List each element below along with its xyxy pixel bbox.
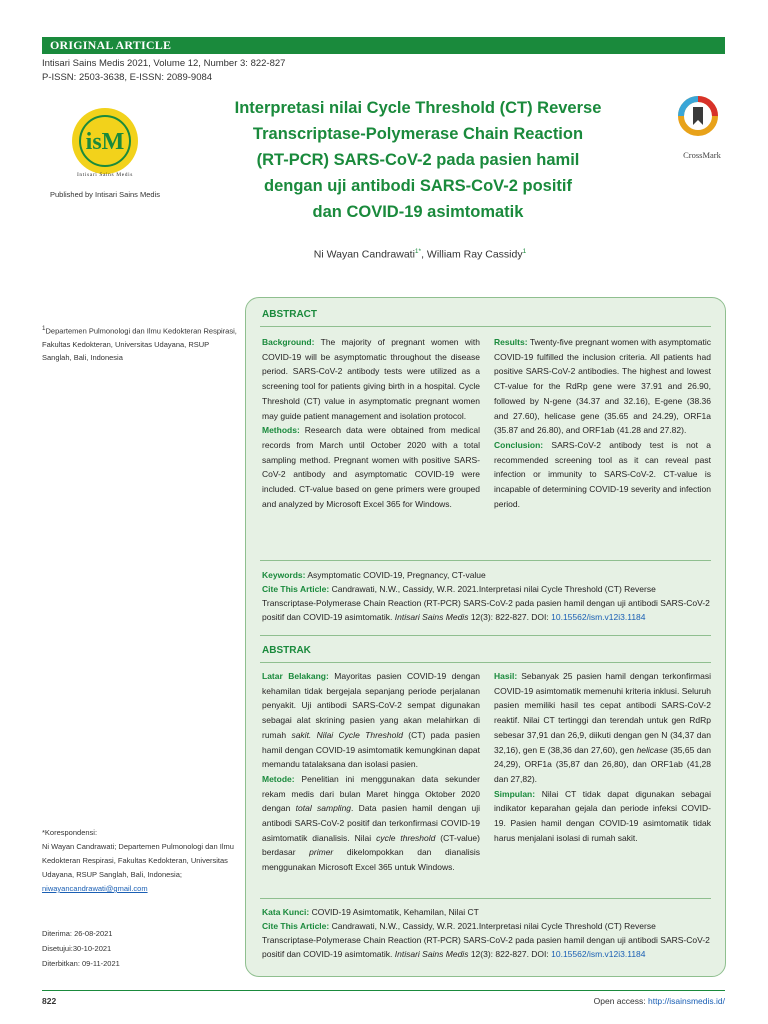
title-line: dan COVID-19 asimtomatik <box>312 203 524 221</box>
abstract-keywords-block <box>262 568 711 624</box>
cite-text: Candrawati, N.W., Cassidy, W.R. 2021.Interpretasi nilai Cycle Threshold (CT) Reverse Transcriptase-Polymerase Chain Reaction (RT-PCR) SARS-CoV-2 pada pasien hamil dengan uji antibodi SARS-CoV-2 positif dan COVID-19 asimtomatik. <box>262 584 710 622</box>
keywords-line <box>262 568 711 582</box>
cite-text: Candrawati, N.W., Cassidy, W.R. 2021.Interpretasi nilai Cycle Threshold (CT) Reverse Transcriptase-Polymerase Chain Reaction (RT-PCR) SARS-CoV-2 pada pasien hamil dengan uji antibodi SARS-CoV-2 positif dan COVID-19 asimtomatik. <box>262 921 710 959</box>
kata-kunci-divider <box>260 898 711 899</box>
hasil-label: Hasil: <box>494 671 518 681</box>
kata-kunci-line <box>262 905 711 919</box>
cite-tail: 12(3): 822-827. DOI: <box>468 612 552 622</box>
journal-logo-text: isM <box>85 129 125 155</box>
abstract-box <box>245 297 726 977</box>
cite-tail: 12(3): 822-827. DOI: <box>468 949 552 959</box>
cite-journal: Intisari Sains Medis <box>394 949 469 959</box>
cite-label: Cite This Article: <box>262 584 330 594</box>
correspondence-email[interactable]: niwayancandrawati@gmail.com <box>42 884 148 893</box>
correspondence-text: Ni Wayan Candrawati; Departemen Pulmonologi dan Ilmu Kedokteran Respirasi, Fakultas Kedokteran, Universitas Udayana, RSUP Sanglah, Bali, Indonesia; <box>42 842 234 879</box>
correspondence <box>42 826 238 896</box>
title-line: dengan uji antibodi SARS-CoV-2 positif <box>264 177 572 195</box>
author-affil-mark: 1* <box>414 248 422 255</box>
metode-label: Metode: <box>262 773 295 784</box>
keywords-label: Keywords: <box>262 570 306 580</box>
metode-text: (CT-value) berdasar <box>262 832 480 858</box>
doi-link[interactable]: 10.15562/ism.v12i3.1184 <box>551 612 646 622</box>
methods-text: Research data were obtained from medical records from March until October 2020 with a total sampling method. Pregnant women with positive SARS-CoV-2 antibody and asymptomatic COVID-19 were included. CT-value based on gene primers were grouped and analyzed by Microsoft Excel 365 for Windows. <box>262 425 480 509</box>
kata-kunci-label: Kata Kunci: <box>262 907 310 917</box>
article-type-label: ORIGINAL ARTICLE <box>50 38 172 52</box>
footer-rule <box>42 990 725 991</box>
metode-text: . Data pasien hamil dengan uji antibodi SARS-CoV-2 positif dan terkonfirmasi COVID-19 asimtomatik dianalisis. Nilai <box>262 803 480 843</box>
abstract-right-column <box>494 335 711 511</box>
background-text: The majority of pregnant women with COVID-19 will be asymptomatic throughout the disease period. SARS-CoV-2 antibody tests were utilized as a screening tool for patients giving birth in a hospital. Cycle Threshold (CT) value in asymptomatic pregnant women may guide patient management and isolation protocol. <box>262 337 480 421</box>
conclusion-text: SARS-CoV-2 antibody test is not a recommended screening tool as it can reveal past infection or immunity to SARS-CoV-2. CT-value is incapable of determining COVID-19 severity and infection period. <box>494 439 711 509</box>
authors <box>200 248 640 261</box>
keywords-text: Asymptomatic COVID-19, Pregnancy, CT-value <box>305 570 486 580</box>
abstrak-right-column <box>494 669 711 845</box>
article-type-banner <box>42 37 725 54</box>
latar-label: Latar Belakang: <box>262 671 329 681</box>
metode-italic: total sampling <box>295 803 352 814</box>
date-published: Diterbitkan: 09-11-2021 <box>42 959 120 968</box>
crossmark-icon[interactable] <box>678 96 718 140</box>
abstrak-keywords-block <box>262 905 711 961</box>
latar-text: Mayoritas pasien COVID-19 dengan kehamilan tidak bergejala sepanjang periode perjalanan penyakit. Uji antibodi SARS-CoV-2 sempat digunakan sebagai alat skrining pasien yang akan melahirkan di rumah <box>262 671 480 740</box>
author-name: William Ray Cassidy <box>426 248 523 261</box>
metode-italic: cycle threshold <box>376 832 436 843</box>
results-text: Twenty-five pregnant women with asymptomatic COVID-19 fulfilled the inclusion criteria. All patients had positive SARS-CoV-2 antibodies. The highest and lowest CT-value for the RdRp gene were 37.91 and 26.90, followed by N-gene (34.37 and 32.16), E-gene (38.36 and 27.60), helicase gene (35.65 and 24.29), ORF1a (35.87 and 26.80), and ORF1ab (41.28 and 27.82). <box>494 337 711 436</box>
title-line: Transcriptase-Polymerase Chain Reaction <box>252 125 584 143</box>
open-access <box>540 996 725 1006</box>
cite-line <box>262 919 711 961</box>
abstrak-heading: ABSTRAK <box>262 645 311 656</box>
abstract-left-column <box>262 335 480 511</box>
date-accepted: Disetujui:30-10-2021 <box>42 944 112 953</box>
author-affil-mark: 1 <box>522 248 527 255</box>
simpulan-text: Nilai CT tidak dapat digunakan sebagai indikator keparahan gejala dan periode infeksi COVID-19. Pasien hamil dengan COVID-19 asimtomatik tidak harus menjalani isolasi di rumah sakit. <box>494 788 711 843</box>
hasil-text: (35,65 dan 24,29), ORF1a (35,87 dan 26,80), dan ORF1ab (41,28 dan 27,82). <box>494 744 711 784</box>
affiliation-text: Departemen Pulmonologi dan Ilmu Kedokteran Respirasi, Fakultas Kedokteran, Universitas Udayana, RSUP Sanglah, Bali, Indonesia <box>42 326 237 362</box>
cite-line <box>262 582 711 624</box>
crossmark-label: CrossMark <box>683 150 721 160</box>
latar-text: (CT) pada pasien hamil dengan COVID-19 asimtomatik kemungkinan dapat memandu tatalaksana dan isolasi pasien. <box>262 729 480 770</box>
journal-issn: P-ISSN: 2503-3638, E-ISSN: 2089-9084 <box>42 72 213 83</box>
open-access-label: Open access: <box>593 996 648 1006</box>
background-label: Background: <box>262 337 315 347</box>
simpulan-label: Simpulan: <box>494 788 536 799</box>
latar-italic: sakit. Nilai Cycle Threshold <box>291 729 403 740</box>
article-title <box>188 95 648 225</box>
abstract-heading: ABSTRACT <box>262 309 317 320</box>
journal-citation: Intisari Sains Medis 2021, Volume 12, Number 3: 822-827 <box>42 58 286 69</box>
abstrak-divider <box>260 662 711 663</box>
title-line: (RT-PCR) SARS-CoV-2 pada pasien hamil <box>256 151 580 169</box>
author-name: Ni Wayan Candrawati <box>313 248 415 261</box>
cite-journal: Intisari Sains Medis <box>394 612 469 622</box>
keywords-divider <box>260 560 711 561</box>
metode-italic: primer <box>309 847 334 858</box>
section-divider <box>260 635 711 636</box>
published-by: Published by Intisari Sains Medis <box>49 190 161 199</box>
kata-kunci-text: COVID-19 Asimtomatik, Kehamilan, Nilai CT <box>309 907 479 917</box>
correspondence-label: *Korespondensi: <box>42 828 98 837</box>
cite-label: Cite This Article: <box>262 921 330 931</box>
abstract-divider <box>260 326 711 327</box>
affiliation <box>42 322 238 364</box>
journal-logo-caption: Intisari Sains Medis <box>77 172 133 178</box>
conclusion-label: Conclusion: <box>494 439 544 450</box>
affiliation-mark: 1 <box>42 325 46 332</box>
metode-text: Penelitian ini menggunakan data sekunder rekam medis dari bulan Maret hingga Oktober 2020 dengan <box>262 773 480 814</box>
author-separator: , <box>421 248 427 261</box>
page-number: 822 <box>42 996 57 1006</box>
methods-label: Methods: <box>262 425 300 436</box>
date-received: Diterima: 26-08-2021 <box>42 929 113 938</box>
hasil-italic: helicase <box>636 744 668 755</box>
title-line: Interpretasi nilai Cycle Threshold (CT) Reverse <box>234 99 602 117</box>
open-access-link[interactable]: http://isainsmedis.id/ <box>647 996 725 1006</box>
article-dates <box>42 926 238 971</box>
results-label: Results: <box>494 337 528 347</box>
abstrak-left-column <box>262 669 480 875</box>
hasil-text: Sebanyak 25 pasien hamil dengan terkonfirmasi COVID-19 asimtomatik memenuhi kriteria inklusi. Seluruh pasien memiliki hasil tes cepat antibodi SARS-CoV-2 reaktif. Nilai CT tertinggi dan terendah untuk gen RdRp sebesar 37,91 dan 26,9, diikuti dengan gen N (34,37 dan 32,16), gen E (38,36 dan 27,60), gen <box>494 671 711 755</box>
metode-text: dikelompokkan dan dianalisis menggunakan Microsoft Excel 365 untuk Windows. <box>262 847 480 873</box>
doi-link[interactable]: 10.15562/ism.v12i3.1184 <box>551 949 646 959</box>
journal-logo <box>66 104 144 182</box>
